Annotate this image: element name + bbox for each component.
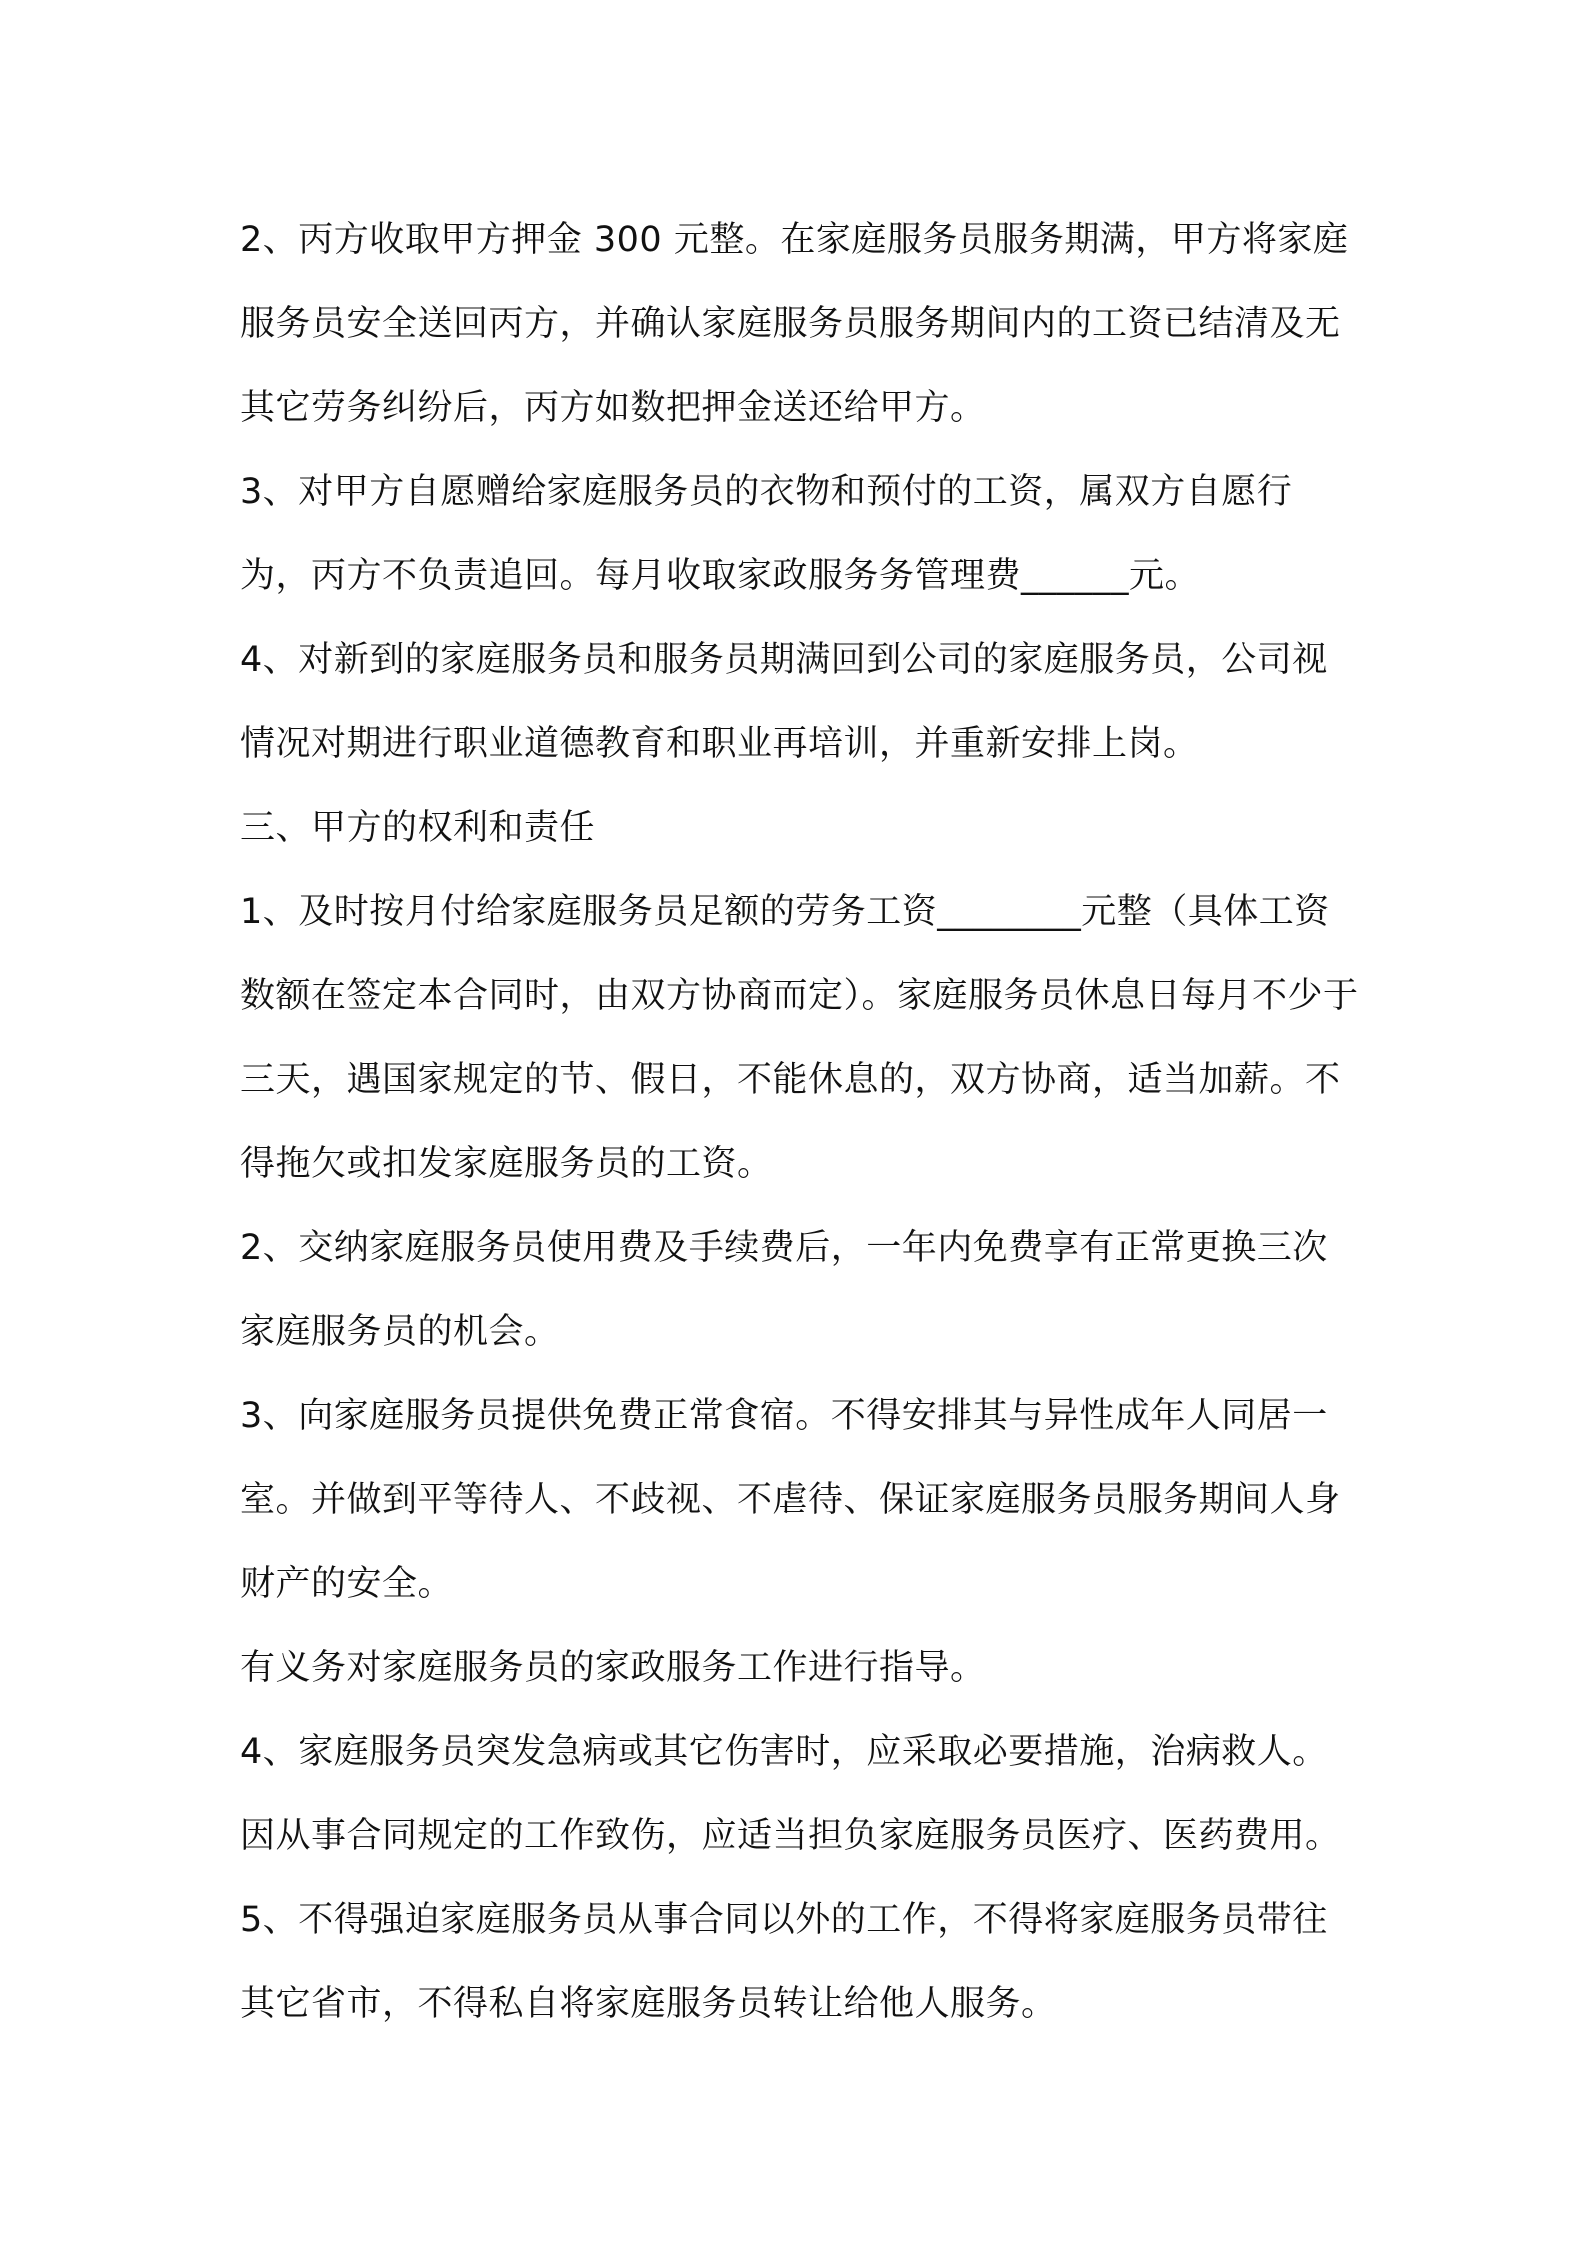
paragraph-deposit: 2、丙方收取甲方押金 300 元整。在家庭服务员服务期满，甲方将家庭服务员安全送回丙方，并确认家庭服务员服务期间内的工资已结清及无其它劳务纠纷后，丙方如数把押金送还给甲方。 [240, 220, 1349, 428]
paragraph-illness-injury: 4、家庭服务员突发急病或其它伤害时，应采取必要措施，治病救人。因从事合同规定的工作致伤，应适当担负家庭服务员医疗、医药费用。 [240, 1732, 1341, 1856]
paragraph-gifts-and-fee: 3、对甲方自愿赠给家庭服务员的衣物和预付的工资，属双方自愿行为，丙方不负责追回。每月收取家政服务务管理费______元。 [240, 472, 1293, 596]
paragraph-training: 4、对新到的家庭服务员和服务员期满回到公司的家庭服务员，公司视情况对期进行职业道德教育和职业再培训，并重新安排上岗。 [240, 640, 1328, 764]
paragraph-room-and-board: 3、向家庭服务员提供免费正常食宿。不得安排其与异性成年人同居一室。并做到平等待人、不歧视、不虐待、保证家庭服务员服务期间人身财产的安全。 [240, 1396, 1341, 1604]
paragraph-no-extra-work: 5、不得强迫家庭服务员从事合同以外的工作，不得将家庭服务员带往其它省市，不得私自将家庭服务员转让给他人服务。 [240, 1900, 1328, 2024]
paragraph-wages: 1、及时按月付给家庭服务员足额的劳务工资________元整（具体工资数额在签定本合同时，由双方协商而定）。家庭服务员休息日每月不少于三天，遇国家规定的节、假日，不能休息的，双方协商，适当加薪。不得拖欠或扣发家庭服务员的工资。 [240, 892, 1359, 1184]
section-heading-party-a-rights: 三、甲方的权利和责任 [240, 808, 596, 848]
paragraph-replacement: 2、交纳家庭服务员使用费及手续费后，一年内免费享有正常更换三次家庭服务员的机会。 [240, 1228, 1328, 1352]
paragraph-guidance: 有义务对家庭服务员的家政服务工作进行指导。 [240, 1648, 986, 1688]
document-body [240, 198, 1360, 2046]
